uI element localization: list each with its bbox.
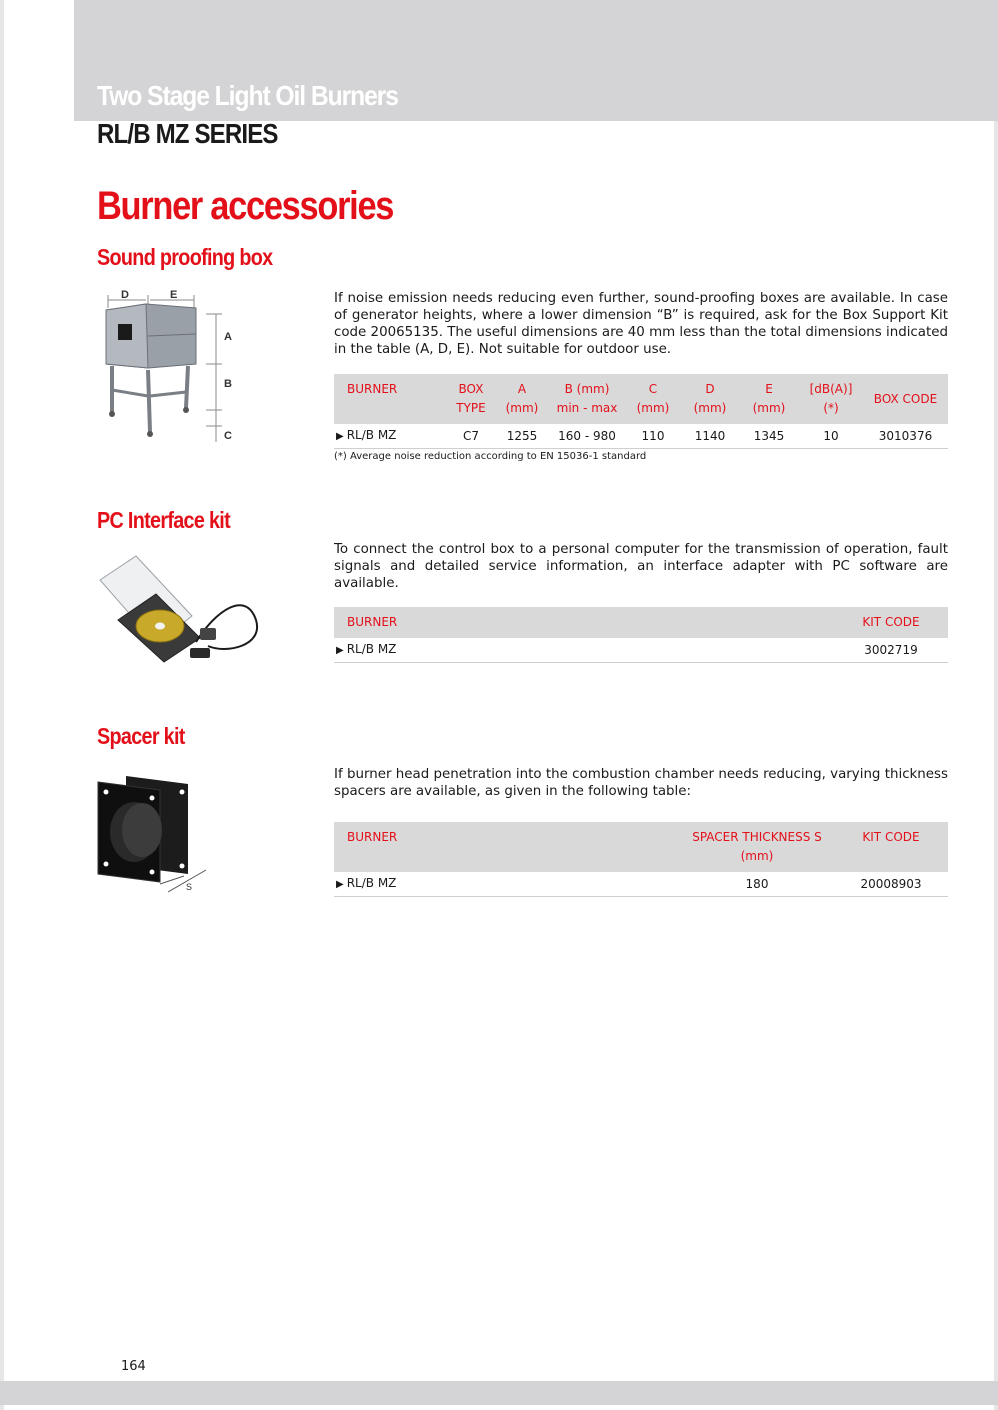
page-number: 164 xyxy=(121,1359,146,1374)
cell-kit-code: 3002719 xyxy=(834,638,948,663)
sound-box-illustration xyxy=(96,284,246,446)
label-d: D xyxy=(121,289,129,301)
section-title-pc-kit: PC Interface kit xyxy=(97,507,231,533)
col-a: A (mm) xyxy=(495,374,549,424)
table-header-row xyxy=(334,374,948,424)
col-box-type: BOX TYPE xyxy=(447,374,495,424)
cell-box-code: 3010376 xyxy=(863,424,948,449)
cell-b: 160 - 980 xyxy=(549,424,625,449)
col-kit-code: KIT CODE xyxy=(834,822,948,872)
sound-box-footnote: (*) Average noise reduction according to EN 15036-1 standard xyxy=(334,451,647,462)
pc-kit-table xyxy=(334,607,948,663)
spacer-kit-description: If burner head penetration into the combustion chamber needs reducing, varying thickness spacers are available, as given in the following table: xyxy=(334,767,948,799)
col-box-code: BOX CODE xyxy=(863,374,948,424)
section-title-spacer-kit: Spacer kit xyxy=(97,723,185,749)
col-burner: BURNER xyxy=(334,374,447,424)
col-spacer-thickness: SPACER THICKNESS S (mm) xyxy=(680,822,834,872)
sound-box-description: If noise emission needs reducing even further, sound-proofing boxes are available. In case of generator heights, where a lower dimension “B” is required, ask for the Box Support Kit code 20065135. The useful dimensions are 40 mm less than the total dimensions indicated in the table (A, D, E). Not suitable for outdoor use. xyxy=(334,291,948,357)
triangle-right-icon: ▶ xyxy=(336,645,344,656)
col-d: D (mm) xyxy=(681,374,739,424)
label-a: A xyxy=(224,331,232,343)
header-title: Two Stage Light Oil Burners xyxy=(97,80,398,111)
spacer-kit-table xyxy=(334,822,948,897)
cell-a: 1255 xyxy=(495,424,549,449)
spacer-kit-illustration xyxy=(96,772,216,894)
col-b: B (mm) min - max xyxy=(549,374,625,424)
cell-box-type: C7 xyxy=(447,424,495,449)
table-row xyxy=(334,424,948,449)
cell-kit-code: 20008903 xyxy=(834,872,948,897)
cell-burner: ▶ RL/B MZ xyxy=(334,872,680,897)
cell-spacer-thickness: 180 xyxy=(680,872,834,897)
cell-burner: ▶ RL/B MZ xyxy=(334,638,834,663)
cell-d: 1140 xyxy=(681,424,739,449)
col-burner: BURNER xyxy=(334,607,834,638)
col-c: C (mm) xyxy=(625,374,681,424)
section-title-sound-box: Sound proofing box xyxy=(97,244,273,270)
page-right-edge xyxy=(994,0,998,1410)
table-header-row xyxy=(334,607,948,638)
pc-kit-description: To connect the control box to a personal computer for the transmission of operation, fault signals and detailed service information, an interface adapter with PC software are available. xyxy=(334,542,948,591)
table-row xyxy=(334,638,948,663)
triangle-right-icon: ▶ xyxy=(336,431,344,442)
triangle-right-icon: ▶ xyxy=(336,879,344,890)
cell-e: 1345 xyxy=(739,424,799,449)
main-title: Burner accessories xyxy=(97,184,394,228)
col-kit-code: KIT CODE xyxy=(834,607,948,638)
label-s: S xyxy=(186,882,193,892)
col-e: E (mm) xyxy=(739,374,799,424)
footer-band xyxy=(0,1381,998,1405)
cell-c: 110 xyxy=(625,424,681,449)
label-b: B xyxy=(224,378,232,390)
table-row xyxy=(334,872,948,897)
cell-burner: ▶ RL/B MZ xyxy=(334,424,447,449)
table-header-row xyxy=(334,822,948,872)
label-c: C xyxy=(224,430,232,442)
sound-box-table xyxy=(334,374,948,449)
cell-db: 10 xyxy=(799,424,863,449)
page-left-edge xyxy=(0,0,4,1410)
label-e: E xyxy=(170,289,178,301)
col-burner: BURNER xyxy=(334,822,680,872)
col-db: [dB(A)] (*) xyxy=(799,374,863,424)
pc-kit-illustration xyxy=(96,550,266,668)
series-title: RL/B MZ SERIES xyxy=(97,118,278,149)
